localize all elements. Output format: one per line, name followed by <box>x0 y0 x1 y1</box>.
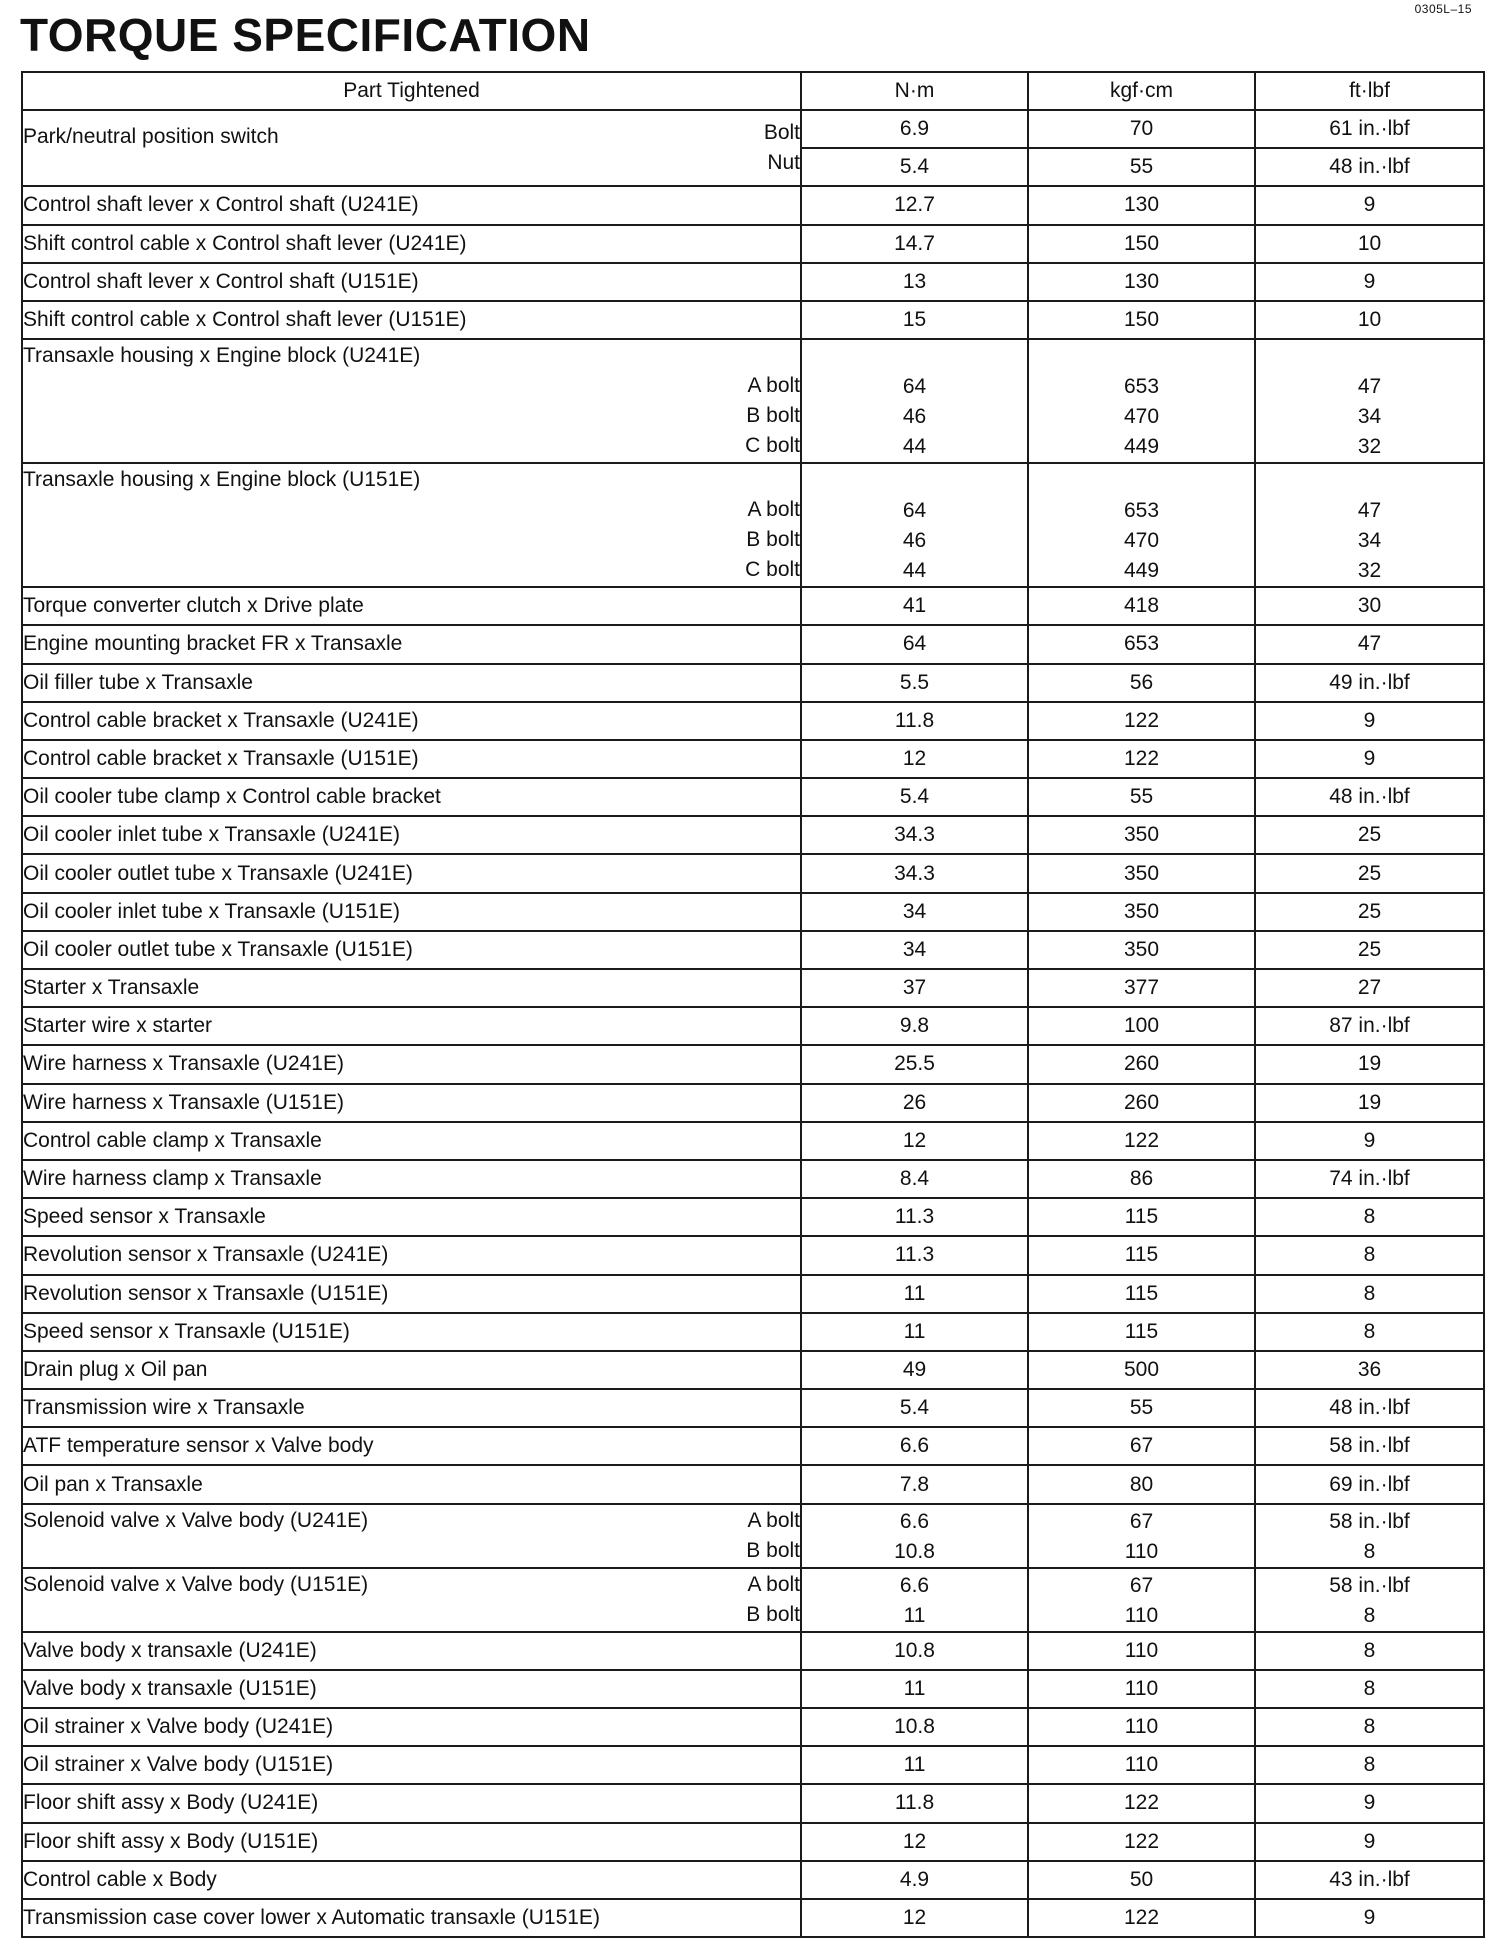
nm-cell <box>801 1504 1028 1568</box>
ft-cell: 19 <box>1255 1045 1484 1083</box>
nm-value: 10.8 <box>894 1539 935 1563</box>
ft-cell: 69 in.·lbf <box>1255 1465 1484 1503</box>
ft-value: 34 <box>1357 405 1382 429</box>
ft-value: 34 <box>1357 529 1382 553</box>
table-row <box>22 969 1484 1007</box>
part-cell: Revolution sensor x Transaxle (U241E) <box>22 1236 801 1274</box>
nm-cell: 4.9 <box>801 1861 1028 1899</box>
nm-cell: 26 <box>801 1084 1028 1122</box>
table-row <box>22 854 1484 892</box>
part-cell: Transmission case cover lower x Automatic transaxle (U151E) <box>22 1899 801 1937</box>
ft-cell: 27 <box>1255 969 1484 1007</box>
ft-cell: 9 <box>1255 1823 1484 1861</box>
ft-cell: 9 <box>1255 1122 1484 1160</box>
ft-value: 58 in.·lbf <box>1329 1573 1410 1597</box>
header-part: Part Tightened <box>22 72 801 110</box>
nm-cell: 12 <box>801 1823 1028 1861</box>
kgf-value: 653 <box>1123 375 1160 399</box>
part-cell: Speed sensor x Transaxle (U151E) <box>22 1313 801 1351</box>
ft-cell: 48 in.·lbf <box>1255 148 1484 186</box>
table-row <box>22 1313 1484 1351</box>
page-code: 0305L–15 <box>1414 2 1472 16</box>
kgf-cell: 418 <box>1028 587 1255 625</box>
ft-cell: 8 <box>1255 1198 1484 1236</box>
sub-label-bolt: Bolt <box>763 121 800 145</box>
table-row <box>22 1784 1484 1822</box>
ft-cell: 9 <box>1255 702 1484 740</box>
sub-label-nut: Nut <box>767 151 800 175</box>
kgf-cell: 260 <box>1028 1084 1255 1122</box>
nm-value: 64 <box>902 375 927 399</box>
ft-cell: 74 in.·lbf <box>1255 1160 1484 1198</box>
table-row <box>22 1823 1484 1861</box>
ft-cell: 8 <box>1255 1746 1484 1784</box>
kgf-cell: 100 <box>1028 1007 1255 1045</box>
kgf-cell <box>1028 463 1255 587</box>
kgf-cell: 377 <box>1028 969 1255 1007</box>
kgf-cell: 110 <box>1028 1708 1255 1746</box>
kgf-cell: 115 <box>1028 1313 1255 1351</box>
nm-cell: 11 <box>801 1670 1028 1708</box>
kgf-value: 110 <box>1124 1539 1159 1563</box>
kgf-cell: 80 <box>1028 1465 1255 1503</box>
table-row-solenoid-u241e <box>22 1504 1484 1568</box>
nm-cell: 37 <box>801 969 1028 1007</box>
part-cell: Starter x Transaxle <box>22 969 801 1007</box>
sub-label-a: A bolt <box>747 498 800 522</box>
part-cell <box>22 463 801 587</box>
sub-label-a: A bolt <box>747 374 800 398</box>
nm-cell <box>801 339 1028 463</box>
nm-cell: 11.8 <box>801 1784 1028 1822</box>
nm-cell: 6.9 <box>801 110 1028 148</box>
table-row <box>22 301 1484 339</box>
table-row <box>22 1746 1484 1784</box>
table-row <box>22 778 1484 816</box>
kgf-cell: 110 <box>1028 1632 1255 1670</box>
kgf-cell: 122 <box>1028 1122 1255 1160</box>
part-cell: Oil cooler tube clamp x Control cable bracket <box>22 778 801 816</box>
nm-cell: 41 <box>801 587 1028 625</box>
part-cell: Valve body x transaxle (U241E) <box>22 1632 801 1670</box>
sub-label-b: B bolt <box>746 1538 800 1562</box>
nm-cell: 13 <box>801 263 1028 301</box>
kgf-cell: 115 <box>1028 1236 1255 1274</box>
ft-cell: 87 in.·lbf <box>1255 1007 1484 1045</box>
table-row <box>22 1861 1484 1899</box>
part-cell: Oil cooler inlet tube x Transaxle (U241E) <box>22 816 801 854</box>
nm-cell: 10.8 <box>801 1632 1028 1670</box>
ft-cell: 47 <box>1255 625 1484 663</box>
nm-cell: 34 <box>801 931 1028 969</box>
ft-cell: 61 in.·lbf <box>1255 110 1484 148</box>
table-row <box>22 1899 1484 1937</box>
part-cell: Floor shift assy x Body (U151E) <box>22 1823 801 1861</box>
kgf-value: 470 <box>1123 529 1160 553</box>
table-row <box>22 225 1484 263</box>
part-cell: Torque converter clutch x Drive plate <box>22 587 801 625</box>
table-row <box>22 1389 1484 1427</box>
table-row <box>22 1465 1484 1503</box>
ft-value: 8 <box>1363 1603 1376 1627</box>
part-cell: Oil strainer x Valve body (U241E) <box>22 1708 801 1746</box>
ft-cell <box>1255 1568 1484 1632</box>
kgf-cell: 122 <box>1028 1784 1255 1822</box>
part-name: Transaxle housing x Engine block (U151E) <box>23 468 421 492</box>
part-cell: Shift control cable x Control shaft lever (U151E) <box>22 301 801 339</box>
kgf-cell: 55 <box>1028 148 1255 186</box>
ft-cell: 10 <box>1255 301 1484 339</box>
ft-cell: 10 <box>1255 225 1484 263</box>
kgf-cell: 130 <box>1028 186 1255 224</box>
sub-label-a: A bolt <box>747 1508 800 1532</box>
kgf-cell: 55 <box>1028 778 1255 816</box>
part-cell <box>22 1504 801 1568</box>
nm-cell: 11.8 <box>801 702 1028 740</box>
kgf-cell: 110 <box>1028 1670 1255 1708</box>
ft-value: 47 <box>1357 499 1382 523</box>
table-row <box>22 1045 1484 1083</box>
nm-cell: 12 <box>801 740 1028 778</box>
ft-cell: 25 <box>1255 931 1484 969</box>
ft-cell: 9 <box>1255 740 1484 778</box>
sub-label-b: B bolt <box>746 404 800 428</box>
nm-cell: 5.5 <box>801 664 1028 702</box>
nm-cell: 12 <box>801 1899 1028 1937</box>
nm-value: 44 <box>902 559 927 583</box>
table-row-park-switch-bolt <box>22 110 1484 148</box>
table-row-housing-u241e <box>22 339 1484 463</box>
kgf-cell: 55 <box>1028 1389 1255 1427</box>
ft-cell: 30 <box>1255 587 1484 625</box>
nm-cell <box>801 1568 1028 1632</box>
table-row <box>22 587 1484 625</box>
ft-cell: 49 in.·lbf <box>1255 664 1484 702</box>
part-cell <box>22 1568 801 1632</box>
kgf-cell: 350 <box>1028 931 1255 969</box>
nm-value: 46 <box>902 529 927 553</box>
kgf-cell: 70 <box>1028 110 1255 148</box>
part-cell: Control shaft lever x Control shaft (U151E) <box>22 263 801 301</box>
kgf-cell: 500 <box>1028 1351 1255 1389</box>
nm-value: 64 <box>902 499 927 523</box>
table-row <box>22 1122 1484 1160</box>
part-name: Transaxle housing x Engine block (U241E) <box>23 344 421 368</box>
ft-cell: 8 <box>1255 1632 1484 1670</box>
header-row <box>22 72 1484 110</box>
part-cell: Control cable x Body <box>22 1861 801 1899</box>
ft-value: 32 <box>1357 435 1382 459</box>
nm-cell: 9.8 <box>801 1007 1028 1045</box>
part-cell: Wire harness clamp x Transaxle <box>22 1160 801 1198</box>
part-name: Solenoid valve x Valve body (U241E) <box>23 1508 369 1532</box>
part-cell: Speed sensor x Transaxle <box>22 1198 801 1236</box>
ft-cell: 9 <box>1255 186 1484 224</box>
sub-label-c: C bolt <box>745 434 800 458</box>
table-row <box>22 1632 1484 1670</box>
kgf-cell: 56 <box>1028 664 1255 702</box>
table-row <box>22 1236 1484 1274</box>
part-cell: Oil cooler outlet tube x Transaxle (U241E) <box>22 854 801 892</box>
part-cell <box>22 110 801 186</box>
kgf-cell: 86 <box>1028 1160 1255 1198</box>
part-cell: Control cable clamp x Transaxle <box>22 1122 801 1160</box>
nm-cell: 11 <box>801 1313 1028 1351</box>
table-row <box>22 1670 1484 1708</box>
header-kgf: kgf·cm <box>1028 72 1255 110</box>
kgf-value: 449 <box>1123 559 1160 583</box>
part-cell: Oil cooler inlet tube x Transaxle (U151E) <box>22 893 801 931</box>
nm-cell: 64 <box>801 625 1028 663</box>
header-nm: N·m <box>801 72 1028 110</box>
kgf-cell: 50 <box>1028 1861 1255 1899</box>
part-cell: Revolution sensor x Transaxle (U151E) <box>22 1275 801 1313</box>
kgf-cell: 122 <box>1028 740 1255 778</box>
nm-cell: 11 <box>801 1746 1028 1784</box>
kgf-cell: 350 <box>1028 854 1255 892</box>
nm-cell <box>801 463 1028 587</box>
table-row <box>22 893 1484 931</box>
nm-value: 6.6 <box>899 1509 930 1533</box>
part-cell: Control cable bracket x Transaxle (U151E) <box>22 740 801 778</box>
part-cell: Oil cooler outlet tube x Transaxle (U151E) <box>22 931 801 969</box>
part-name: Solenoid valve x Valve body (U151E) <box>23 1572 369 1596</box>
kgf-cell: 260 <box>1028 1045 1255 1083</box>
table-row <box>22 625 1484 663</box>
nm-cell: 5.4 <box>801 1389 1028 1427</box>
part-cell: Drain plug x Oil pan <box>22 1351 801 1389</box>
nm-cell: 25.5 <box>801 1045 1028 1083</box>
kgf-value: 67 <box>1129 1573 1154 1597</box>
table-row <box>22 1275 1484 1313</box>
nm-value: 44 <box>902 435 927 459</box>
kgf-cell: 122 <box>1028 1823 1255 1861</box>
nm-cell: 6.6 <box>801 1427 1028 1465</box>
ft-value: 58 in.·lbf <box>1329 1509 1410 1533</box>
ft-cell: 9 <box>1255 1899 1484 1937</box>
ft-cell: 8 <box>1255 1708 1484 1746</box>
kgf-cell: 653 <box>1028 625 1255 663</box>
table-row-housing-u151e <box>22 463 1484 587</box>
table-row-solenoid-u151e <box>22 1568 1484 1632</box>
part-cell: Engine mounting bracket FR x Transaxle <box>22 625 801 663</box>
nm-cell: 5.4 <box>801 148 1028 186</box>
kgf-cell: 110 <box>1028 1746 1255 1784</box>
table-row <box>22 1351 1484 1389</box>
ft-cell: 8 <box>1255 1670 1484 1708</box>
table-row <box>22 816 1484 854</box>
ft-cell: 19 <box>1255 1084 1484 1122</box>
table-row <box>22 931 1484 969</box>
nm-cell: 7.8 <box>801 1465 1028 1503</box>
kgf-cell: 350 <box>1028 816 1255 854</box>
kgf-cell <box>1028 1504 1255 1568</box>
ft-cell <box>1255 339 1484 463</box>
table-row <box>22 263 1484 301</box>
table-row <box>22 664 1484 702</box>
ft-cell: 9 <box>1255 263 1484 301</box>
part-cell: Wire harness x Transaxle (U241E) <box>22 1045 801 1083</box>
nm-cell: 14.7 <box>801 225 1028 263</box>
sub-label-b: B bolt <box>746 1602 800 1626</box>
ft-cell: 48 in.·lbf <box>1255 1389 1484 1427</box>
ft-cell: 25 <box>1255 816 1484 854</box>
part-cell <box>22 339 801 463</box>
nm-cell: 5.4 <box>801 778 1028 816</box>
kgf-cell: 150 <box>1028 225 1255 263</box>
ft-cell <box>1255 463 1484 587</box>
ft-cell: 58 in.·lbf <box>1255 1427 1484 1465</box>
table-row <box>22 186 1484 224</box>
kgf-cell: 122 <box>1028 1899 1255 1937</box>
nm-cell: 34.3 <box>801 816 1028 854</box>
nm-value: 6.6 <box>899 1573 930 1597</box>
kgf-cell: 122 <box>1028 702 1255 740</box>
nm-cell: 12.7 <box>801 186 1028 224</box>
nm-cell: 34.3 <box>801 854 1028 892</box>
nm-cell: 15 <box>801 301 1028 339</box>
header-ft: ft·lbf <box>1255 72 1484 110</box>
nm-value: 11 <box>903 1603 926 1627</box>
ft-cell: 25 <box>1255 854 1484 892</box>
table-row <box>22 1427 1484 1465</box>
part-cell: Oil strainer x Valve body (U151E) <box>22 1746 801 1784</box>
nm-cell: 49 <box>801 1351 1028 1389</box>
sub-label-b: B bolt <box>746 528 800 552</box>
part-cell: Starter wire x starter <box>22 1007 801 1045</box>
kgf-cell <box>1028 1568 1255 1632</box>
table-row <box>22 1084 1484 1122</box>
part-cell: Transmission wire x Transaxle <box>22 1389 801 1427</box>
ft-cell: 48 in.·lbf <box>1255 778 1484 816</box>
kgf-cell: 130 <box>1028 263 1255 301</box>
kgf-cell: 67 <box>1028 1427 1255 1465</box>
kgf-cell: 115 <box>1028 1275 1255 1313</box>
kgf-value: 110 <box>1124 1603 1159 1627</box>
kgf-cell <box>1028 339 1255 463</box>
kgf-cell: 350 <box>1028 893 1255 931</box>
kgf-value: 449 <box>1123 435 1160 459</box>
ft-value: 32 <box>1357 559 1382 583</box>
table-row <box>22 740 1484 778</box>
ft-cell: 36 <box>1255 1351 1484 1389</box>
ft-cell: 8 <box>1255 1275 1484 1313</box>
ft-value: 47 <box>1357 375 1382 399</box>
nm-cell: 10.8 <box>801 1708 1028 1746</box>
kgf-cell: 150 <box>1028 301 1255 339</box>
nm-cell: 11.3 <box>801 1236 1028 1274</box>
table-row <box>22 702 1484 740</box>
table-row <box>22 1007 1484 1045</box>
ft-value: 8 <box>1363 1539 1376 1563</box>
nm-cell: 12 <box>801 1122 1028 1160</box>
part-cell: Oil pan x Transaxle <box>22 1465 801 1503</box>
ft-cell <box>1255 1504 1484 1568</box>
table-row <box>22 1708 1484 1746</box>
page-title: TORQUE SPECIFICATION <box>20 9 591 61</box>
kgf-value: 470 <box>1123 405 1160 429</box>
sub-label-a: A bolt <box>747 1572 800 1596</box>
kgf-cell: 115 <box>1028 1198 1255 1236</box>
nm-cell: 11.3 <box>801 1198 1028 1236</box>
part-cell: Floor shift assy x Body (U241E) <box>22 1784 801 1822</box>
sub-label-c: C bolt <box>745 558 800 582</box>
table-row <box>22 1198 1484 1236</box>
part-cell: ATF temperature sensor x Valve body <box>22 1427 801 1465</box>
part-cell: Oil filler tube x Transaxle <box>22 664 801 702</box>
part-cell: Wire harness x Transaxle (U151E) <box>22 1084 801 1122</box>
ft-cell: 8 <box>1255 1236 1484 1274</box>
table-row <box>22 1160 1484 1198</box>
kgf-value: 653 <box>1123 499 1160 523</box>
ft-cell: 43 in.·lbf <box>1255 1861 1484 1899</box>
nm-cell: 11 <box>801 1275 1028 1313</box>
nm-cell: 8.4 <box>801 1160 1028 1198</box>
nm-value: 46 <box>902 405 927 429</box>
part-cell: Control cable bracket x Transaxle (U241E) <box>22 702 801 740</box>
ft-cell: 9 <box>1255 1784 1484 1822</box>
ft-cell: 8 <box>1255 1313 1484 1351</box>
part-cell: Valve body x transaxle (U151E) <box>22 1670 801 1708</box>
nm-cell: 34 <box>801 893 1028 931</box>
torque-table <box>21 71 1485 1938</box>
part-cell: Shift control cable x Control shaft lever (U241E) <box>22 225 801 263</box>
part-name: Park/neutral position switch <box>23 125 279 149</box>
kgf-value: 67 <box>1129 1509 1154 1533</box>
ft-cell: 25 <box>1255 893 1484 931</box>
part-cell: Control shaft lever x Control shaft (U241E) <box>22 186 801 224</box>
